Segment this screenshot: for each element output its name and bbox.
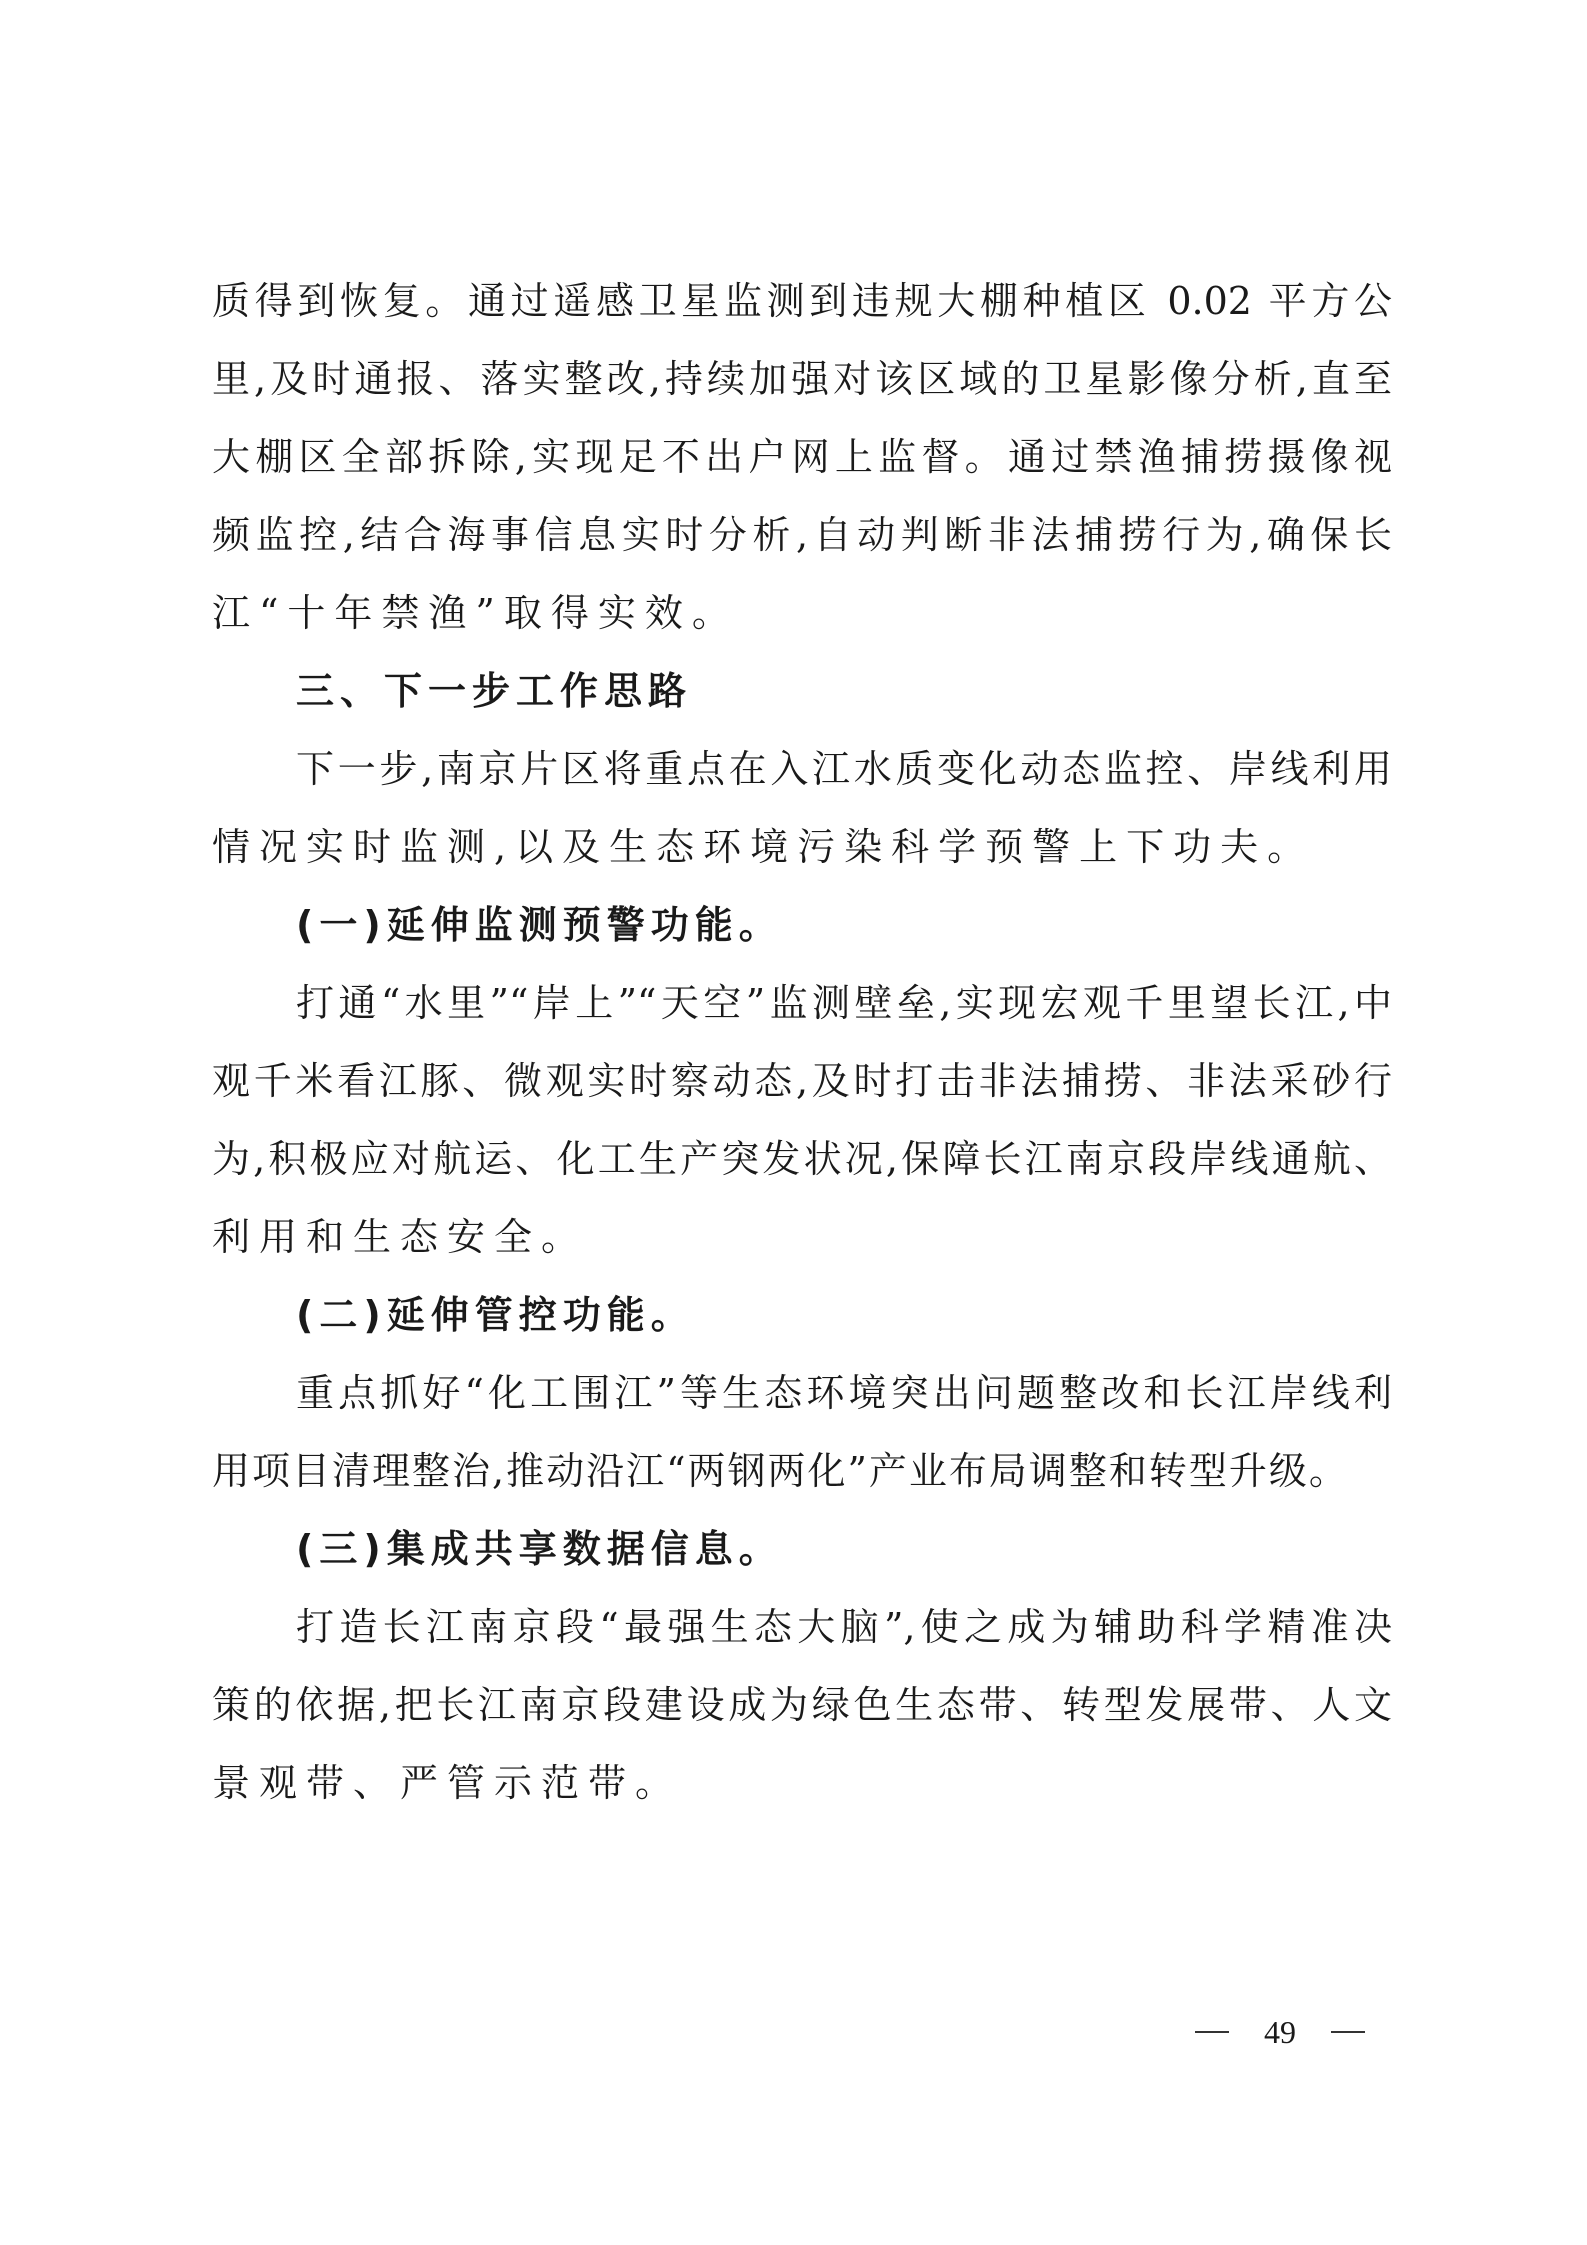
paragraph-line: 质得到恢复。通过遥感卫星监测到违规大棚种植区 0.02 平方公 xyxy=(212,279,1392,323)
subsection-heading: (一)延伸监测预警功能。 xyxy=(296,903,783,947)
paragraph-line: 里,及时通报、落实整改,持续加强对该区域的卫星影像分析,直至 xyxy=(212,357,1392,401)
footer-dash-left xyxy=(1195,2031,1229,2033)
paragraph-line: 为,积极应对航运、化工生产突发状况,保障长江南京段岸线通航、 xyxy=(212,1137,1392,1181)
page-footer xyxy=(1195,2012,1365,2052)
paragraph-line: 情况实时监测,以及生态环境污染科学预警上下功夫。 xyxy=(212,825,1315,869)
paragraph-line: 用项目清理整治,推动沿江“两钢两化”产业布局调整和转型升级。 xyxy=(212,1449,1349,1493)
paragraph-line: 利用和生态安全。 xyxy=(212,1215,589,1259)
paragraph-line: 景观带、严管示范带。 xyxy=(212,1761,683,1805)
page-number: 49 xyxy=(1264,2013,1296,2050)
body-text xyxy=(212,262,1392,1822)
paragraph-line: 江“十年禁渔”取得实效。 xyxy=(212,591,739,635)
paragraph-line: 打造长江南京段“最强生态大脑”,使之成为辅助科学精准决 xyxy=(296,1605,1392,1649)
paragraph-line: 下一步,南京片区将重点在入江水质变化动态监控、岸线利用 xyxy=(296,747,1392,791)
paragraph-line: 重点抓好“化工围江”等生态环境突出问题整改和长江岸线利 xyxy=(296,1371,1392,1415)
paragraph-line: 大棚区全部拆除,实现足不出户网上监督。通过禁渔捕捞摄像视 xyxy=(212,435,1392,479)
section-heading: 三、下一步工作思路 xyxy=(296,669,693,713)
paragraph-line: 策的依据,把长江南京段建设成为绿色生态带、转型发展带、人文 xyxy=(212,1683,1392,1727)
paragraph-line: 观千米看江豚、微观实时察动态,及时打击非法捕捞、非法采砂行 xyxy=(212,1059,1392,1103)
paragraph-line: 频监控,结合海事信息实时分析,自动判断非法捕捞行为,确保长 xyxy=(212,513,1392,557)
subsection-heading: (二)延伸管控功能。 xyxy=(296,1293,695,1337)
footer-dash-right xyxy=(1331,2031,1365,2033)
paragraph-line: 打通“水里”“岸上”“天空”监测壁垒,实现宏观千里望长江,中 xyxy=(296,981,1392,1025)
subsection-heading: (三)集成共享数据信息。 xyxy=(296,1527,783,1571)
